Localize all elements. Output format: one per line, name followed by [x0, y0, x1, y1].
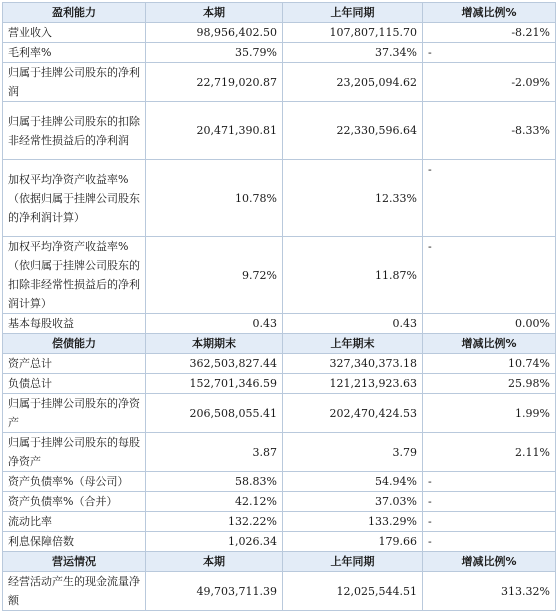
row-current: 206,508,055.41 [146, 394, 283, 433]
table-row [3, 374, 556, 394]
row-label: 资产负债率%（合并） [3, 492, 146, 512]
row-label: 资产负债率%（母公司） [3, 472, 146, 492]
row-label: 营业收入 [3, 23, 146, 43]
row-change: - [423, 532, 556, 552]
row-current: 3.87 [146, 433, 283, 472]
row-change: -8.21% [423, 23, 556, 43]
row-current: 35.79% [146, 43, 283, 63]
row-current: 152,701,346.59 [146, 374, 283, 394]
row-change: - [423, 492, 556, 512]
header-prior: 上年期末 [283, 334, 423, 354]
row-current: 10.78% [146, 160, 283, 237]
row-label: 负债总计 [3, 374, 146, 394]
row-label: 毛利率% [3, 43, 146, 63]
row-current: 20,471,390.81 [146, 102, 283, 160]
header-change: 增减比例% [423, 552, 556, 572]
financial-table [2, 2, 556, 611]
row-prior: 54.94% [283, 472, 423, 492]
table-row [3, 160, 556, 237]
header-change: 增减比例% [423, 3, 556, 23]
row-change: 1.99% [423, 394, 556, 433]
row-change: - [423, 160, 556, 237]
row-change: - [423, 43, 556, 63]
table-row [3, 512, 556, 532]
row-label: 资产总计 [3, 354, 146, 374]
row-prior: 327,340,373.18 [283, 354, 423, 374]
row-current: 49,703,711.39 [146, 572, 283, 611]
row-current: 98,956,402.50 [146, 23, 283, 43]
row-prior: 0.43 [283, 314, 423, 334]
row-prior: 11.87% [283, 237, 423, 314]
row-prior: 133.29% [283, 512, 423, 532]
financial-summary [2, 2, 555, 611]
table-row [3, 394, 556, 433]
row-change: 10.74% [423, 354, 556, 374]
row-change: 0.00% [423, 314, 556, 334]
section-header-operations [3, 552, 556, 572]
row-change: -8.33% [423, 102, 556, 160]
row-change: - [423, 472, 556, 492]
row-label: 归属于挂牌公司股东的扣除非经常性损益后的净利润 [3, 102, 146, 160]
header-change: 增减比例% [423, 334, 556, 354]
row-prior: 3.79 [283, 433, 423, 472]
row-prior: 107,807,115.70 [283, 23, 423, 43]
row-change: 25.98% [423, 374, 556, 394]
row-current: 0.43 [146, 314, 283, 334]
section-header-solvency [3, 334, 556, 354]
table-row [3, 102, 556, 160]
row-change: 2.11% [423, 433, 556, 472]
row-prior: 12,025,544.51 [283, 572, 423, 611]
row-current: 362,503,827.44 [146, 354, 283, 374]
table-row [3, 354, 556, 374]
row-label: 加权平均净资产收益率%（依归属于挂牌公司股东的扣除非经常性损益后的净利润计算） [3, 237, 146, 314]
row-label: 流动比率 [3, 512, 146, 532]
row-label: 加权平均净资产收益率%（依据归属于挂牌公司股东的净利润计算） [3, 160, 146, 237]
row-change: - [423, 237, 556, 314]
row-prior: 12.33% [283, 160, 423, 237]
table-row [3, 492, 556, 512]
header-label: 盈利能力 [3, 3, 146, 23]
table-row [3, 472, 556, 492]
row-current: 1,026.34 [146, 532, 283, 552]
row-current: 58.83% [146, 472, 283, 492]
row-current: 9.72% [146, 237, 283, 314]
row-prior: 121,213,923.63 [283, 374, 423, 394]
row-prior: 202,470,424.53 [283, 394, 423, 433]
row-label: 归属于挂牌公司股东的净利润 [3, 63, 146, 102]
header-current: 本期期末 [146, 334, 283, 354]
header-prior: 上年同期 [283, 3, 423, 23]
row-prior: 37.03% [283, 492, 423, 512]
row-label: 利息保障倍数 [3, 532, 146, 552]
row-prior: 37.34% [283, 43, 423, 63]
table-row [3, 237, 556, 314]
row-current: 132.22% [146, 512, 283, 532]
table-row [3, 63, 556, 102]
row-label: 经营活动产生的现金流量净额 [3, 572, 146, 611]
header-current: 本期 [146, 3, 283, 23]
row-current: 42.12% [146, 492, 283, 512]
row-label: 归属于挂牌公司股东的每股净资产 [3, 433, 146, 472]
table-row [3, 43, 556, 63]
row-change: 313.32% [423, 572, 556, 611]
header-prior: 上年同期 [283, 552, 423, 572]
row-current: 22,719,020.87 [146, 63, 283, 102]
row-label: 归属于挂牌公司股东的净资产 [3, 394, 146, 433]
row-prior: 179.66 [283, 532, 423, 552]
row-prior: 23,205,094.62 [283, 63, 423, 102]
row-change: -2.09% [423, 63, 556, 102]
header-label: 偿债能力 [3, 334, 146, 354]
header-label: 营运情况 [3, 552, 146, 572]
row-prior: 22,330,596.64 [283, 102, 423, 160]
table-row [3, 532, 556, 552]
row-change: - [423, 512, 556, 532]
table-row [3, 23, 556, 43]
table-row [3, 572, 556, 611]
row-label: 基本每股收益 [3, 314, 146, 334]
table-row [3, 314, 556, 334]
header-current: 本期 [146, 552, 283, 572]
section-header-profit [3, 3, 556, 23]
table-row [3, 433, 556, 472]
